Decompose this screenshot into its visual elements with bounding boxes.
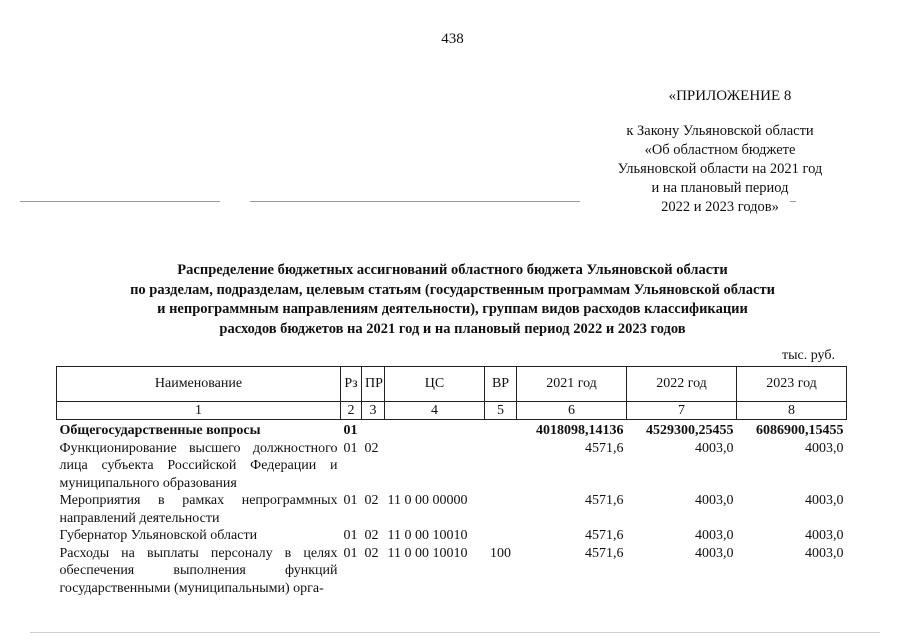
row-pr: 02 bbox=[364, 440, 379, 456]
scan-rule bbox=[790, 201, 796, 202]
law-reference-line: 2022 и 2023 годов» bbox=[661, 199, 779, 215]
header-name: Наименование bbox=[57, 367, 341, 402]
table-header-row bbox=[57, 367, 847, 402]
row-2023: 4003,0 bbox=[805, 440, 844, 456]
row-2021: 4571,6 bbox=[585, 493, 624, 508]
law-reference-line: Ульяновской области на 2021 год bbox=[617, 161, 823, 177]
table-row bbox=[57, 440, 847, 493]
row-2022: 4003,0 bbox=[695, 545, 734, 561]
row-2021: 4571,6 bbox=[585, 528, 624, 543]
header-2022: 2022 год bbox=[627, 367, 737, 402]
scan-rule bbox=[250, 201, 580, 202]
row-2023: 4003,0 bbox=[805, 545, 844, 561]
row-cs: 11 0 00 10010 bbox=[387, 528, 468, 543]
row-name: Губернатор Ульяновской области bbox=[59, 528, 258, 543]
row-name: Мероприятия в рамках непрограммных направлений деятельности bbox=[59, 493, 338, 526]
document-title-line: по разделам, подразделам, целевым статьям (государственным программам Ульяновской области bbox=[130, 281, 775, 298]
table-row bbox=[57, 545, 847, 598]
row-rz: 01 bbox=[343, 545, 358, 561]
row-rz: 01 bbox=[343, 440, 358, 456]
column-number: 8 bbox=[737, 402, 847, 420]
row-2021: 4571,6 bbox=[585, 545, 624, 561]
row-vr bbox=[485, 422, 517, 440]
document-title-line: Распределение бюджетных ассигнований областного бюджета Ульяновской области bbox=[177, 262, 728, 278]
appendix-title: «ПРИЛОЖЕНИЕ 8 bbox=[668, 88, 792, 104]
document-title-line: и непрограммным направлениям деятельности), группам видов расходов классификации bbox=[157, 301, 748, 317]
row-cs bbox=[385, 440, 485, 493]
scan-rule bbox=[20, 201, 220, 202]
row-vr bbox=[485, 492, 517, 527]
table-row bbox=[57, 527, 847, 545]
page-number: 438 bbox=[441, 31, 464, 47]
header-2023: 2023 год bbox=[737, 367, 847, 402]
row-rz: 01 bbox=[343, 528, 358, 543]
row-2022: 4003,0 bbox=[695, 493, 734, 508]
table-row bbox=[57, 422, 847, 440]
row-cs: 11 0 00 00000 bbox=[387, 493, 468, 508]
scan-rule bbox=[30, 632, 880, 633]
law-reference-line: к Закону Ульяновской области bbox=[626, 123, 814, 139]
document-title bbox=[40, 261, 865, 339]
row-pr: 02 bbox=[364, 528, 379, 543]
row-rz: 01 bbox=[343, 423, 358, 438]
row-2021: 4571,6 bbox=[585, 440, 624, 456]
document-title-line: расходов бюджетов на 2021 год и на плановый период 2022 и 2023 годов bbox=[219, 320, 686, 337]
header-2021: 2021 год bbox=[517, 367, 627, 402]
row-2023: 4003,0 bbox=[805, 493, 844, 508]
row-2022: 4003,0 bbox=[695, 528, 734, 543]
column-number: 3 bbox=[362, 402, 385, 420]
row-rz: 01 bbox=[343, 493, 358, 508]
row-pr: 02 bbox=[364, 493, 379, 508]
row-pr bbox=[362, 422, 385, 440]
row-2023: 6086900,15455 bbox=[756, 423, 844, 438]
row-name: Функционирование высшего должностного лица субъекта Российской Федерации и муниципального образования bbox=[59, 440, 338, 491]
table-row bbox=[57, 492, 847, 527]
row-vr bbox=[485, 440, 517, 493]
column-number: 7 bbox=[627, 402, 737, 420]
column-number: 4 bbox=[385, 402, 485, 420]
row-vr: 100 bbox=[490, 545, 511, 561]
column-number: 5 bbox=[485, 402, 517, 420]
header-pr: ПР bbox=[362, 367, 385, 402]
row-2023: 4003,0 bbox=[805, 528, 844, 543]
column-number: 1 bbox=[57, 402, 341, 420]
law-reference-line: и на плановый период bbox=[651, 180, 789, 196]
header-rz: Рз bbox=[341, 367, 362, 402]
row-cs: 11 0 00 10010 bbox=[387, 545, 468, 561]
header-cs: ЦС bbox=[385, 367, 485, 402]
column-number: 6 bbox=[517, 402, 627, 420]
row-cs bbox=[385, 422, 485, 440]
row-2022: 4003,0 bbox=[695, 440, 734, 456]
row-name: Общегосударственные вопросы bbox=[59, 423, 261, 438]
row-2021: 4018098,14136 bbox=[536, 423, 624, 438]
row-vr bbox=[485, 527, 517, 545]
row-pr: 02 bbox=[364, 545, 379, 561]
law-reference bbox=[600, 122, 840, 217]
row-2022: 4529300,25455 bbox=[646, 423, 734, 438]
header-vr: ВР bbox=[485, 367, 517, 402]
row-name: Расходы на выплаты персоналу в целях обеспечения выполнения функций государственными (муниципальными) орга- bbox=[59, 545, 338, 596]
column-number: 2 bbox=[341, 402, 362, 420]
budget-table bbox=[56, 366, 847, 597]
law-reference-line: «Об областном бюджете bbox=[644, 142, 796, 158]
column-number-row bbox=[57, 402, 847, 420]
units-label: тыс. руб. bbox=[782, 348, 835, 363]
